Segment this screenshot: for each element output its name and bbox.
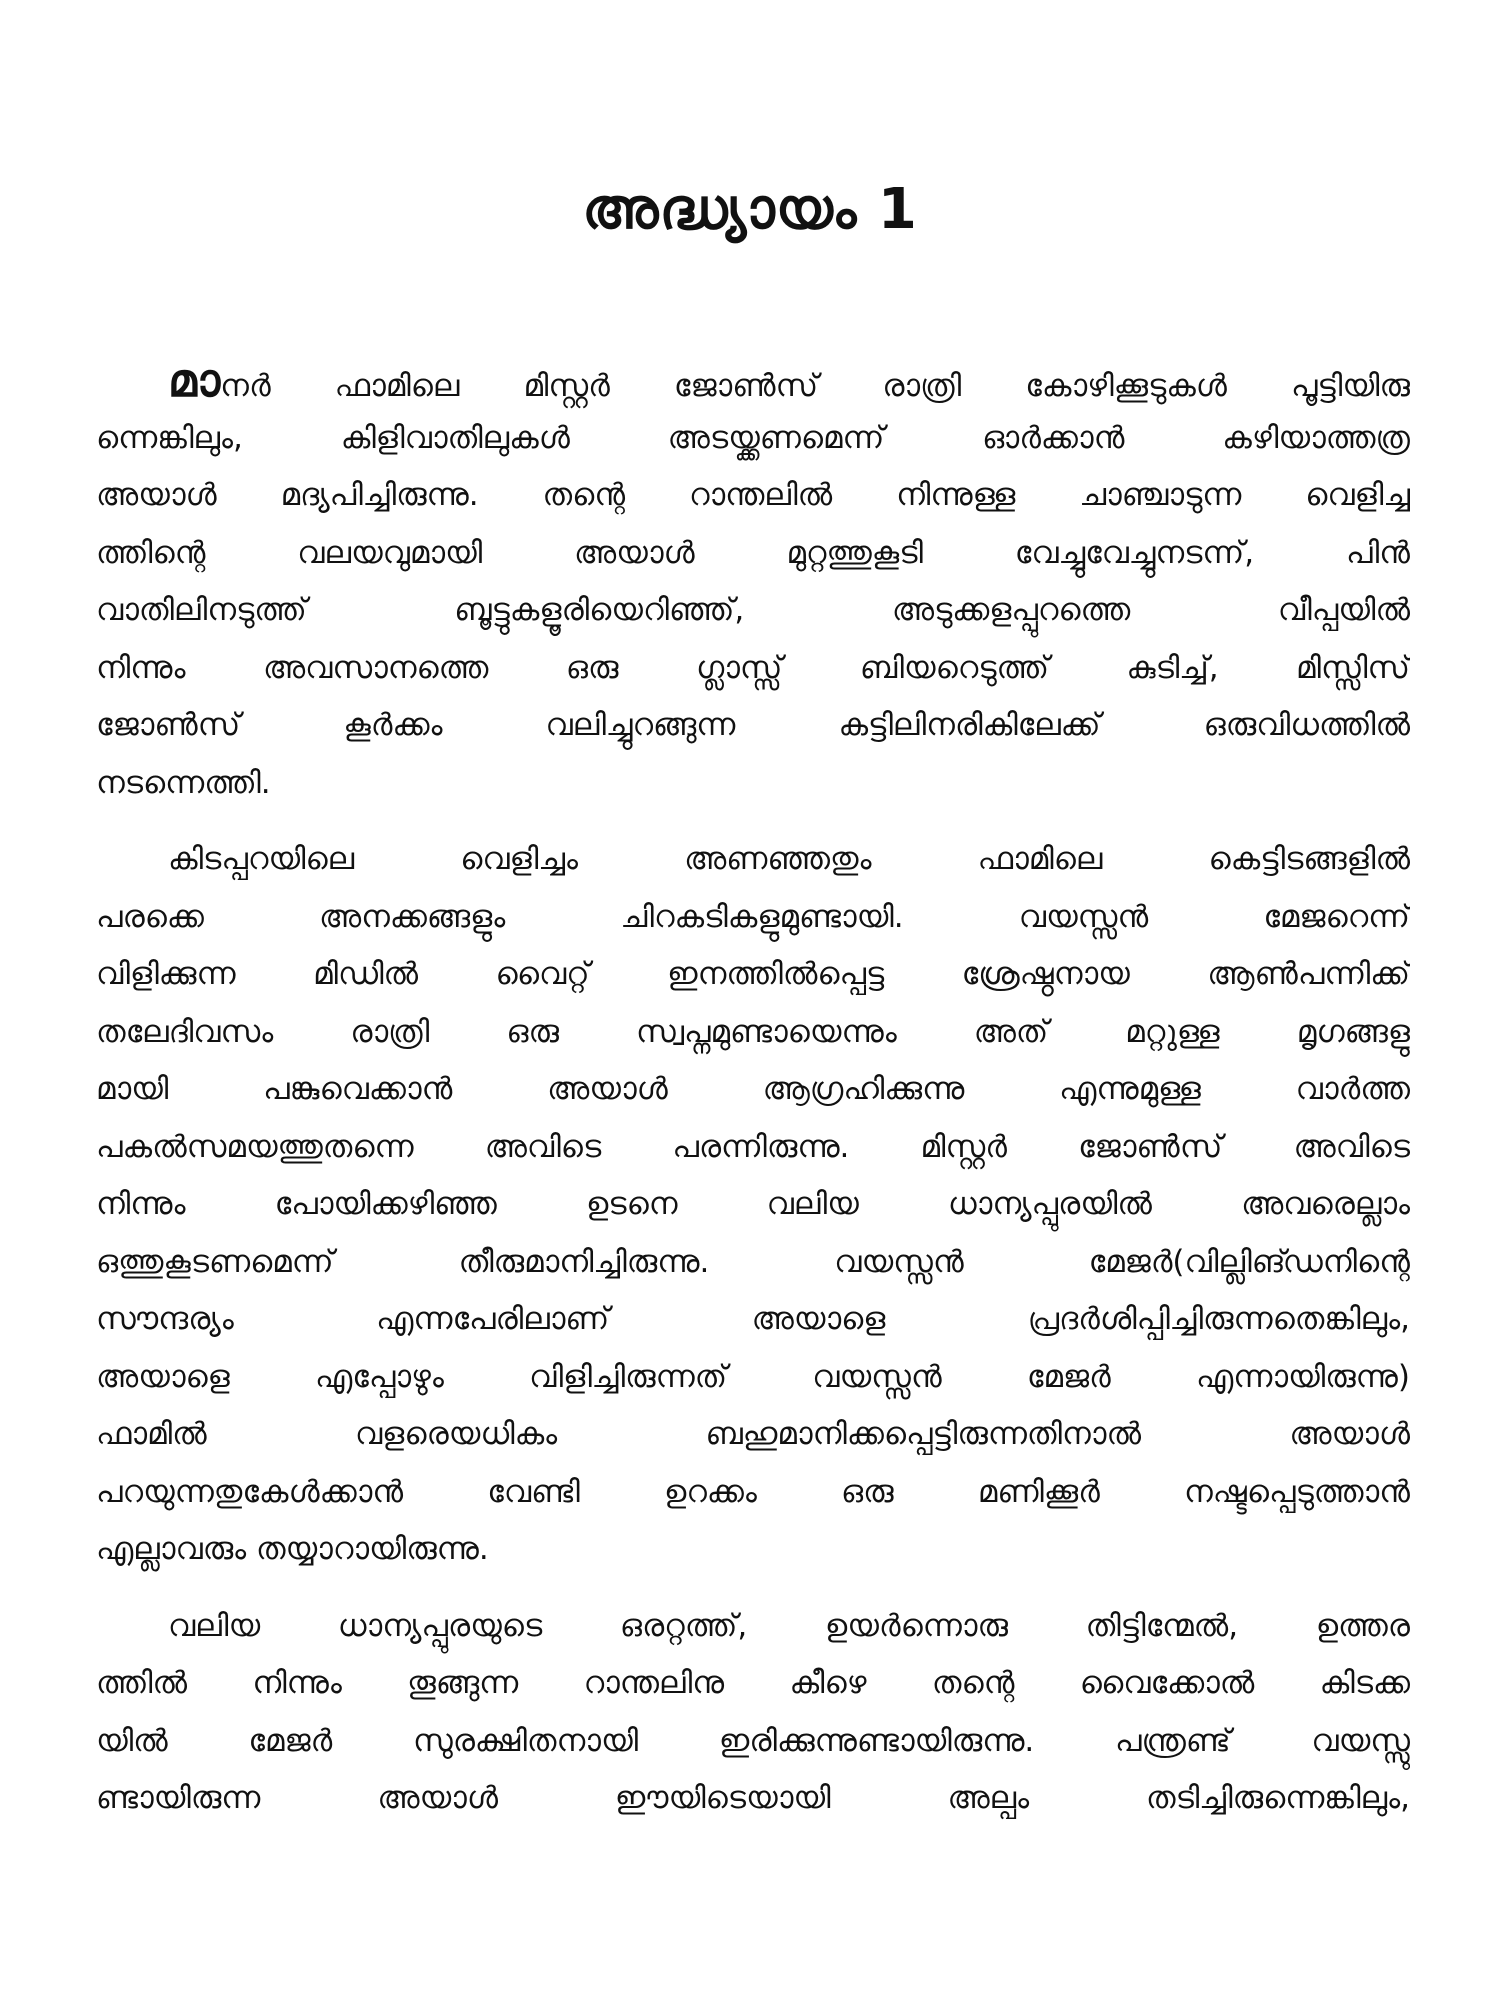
text-line: ന്നെങ്കിലും, കിളിവാതിലുകൾ അടയ്ക്കണമെന്ന് ഓർക്കാൻ കഴിയാത്തത്ര [96,419,1410,456]
text-line: മാനർ ഫാമിലെ മിസ്റ്റർ ജോൺസ് രാത്രി കോഴിക്കൂടുകൾ പൂട്ടിയിരു [168,353,1410,407]
chapter-body [96,352,1410,1828]
text-line: നടന്നെത്തി. [96,764,271,801]
text-line: മായി പങ്കുവെക്കാൻ അയാൾ ആഗ്രഹിക്കുന്നു എന്നുമുള്ള വാർത്ത [96,1071,1410,1107]
text-line: വാതിലിനടുത്ത് ബൂട്ടുകളൂരിയെറിഞ്ഞ്, അടുക്കളപ്പുറത്തെ വീപ്പയിൽ [96,592,1410,628]
text-line: അയാൾ മദ്യപിച്ചിരുന്നു. തന്റെ റാന്തലിൽ നിന്നുള്ള ചാഞ്ചാടുന്ന വെളിച്ച [96,477,1410,513]
text-line: അയാളെ എപ്പോഴും വിളിച്ചിരുന്നത് വയസ്സൻ മേജർ എന്നായിരുന്നു) [96,1358,1410,1395]
text-line: വലിയ ധാന്യപ്പുരയുടെ ഒരറ്റത്ത്, ഉയർന്നൊരു തിട്ടിന്മേൽ, ഉത്തര [168,1607,1410,1644]
text-line: സൗന്ദര്യം എന്നപേരിലാണ് അയാളെ പ്രദർശിപ്പിച്ചിരുന്നതെങ്കിലും, [96,1301,1410,1337]
text-line: വിളിക്കുന്ന മിഡിൽ വൈറ്റ് ഇനത്തിൽപ്പെട്ട ശ്രേഷ്ഠനായ ആൺപന്നിക്ക് [96,956,1410,992]
text-line: നിന്നും അവസാനത്തെ ഒരു ഗ്ലാസ്സ് ബിയറെടുത്ത് കുടിച്ച്, മിസ്സിസ് [96,649,1410,686]
text-line: ത്തിൽ നിന്നും തൂങ്ങുന്ന റാന്തലിനു കീഴെ തന്റെ വൈക്കോൽ കിടക്ക [96,1665,1410,1701]
text-line: പകൽസമയത്തുതന്നെ അവിടെ പരന്നിരുന്നു. മിസ്റ്റർ ജോൺസ് അവിടെ [96,1128,1410,1165]
text-line: ഫാമിൽ വളരെയധികം ബഹുമാനിക്കപ്പെട്ടിരുന്നതിനാൽ അയാൾ [96,1416,1410,1452]
text-line: എല്ലാവരും തയ്യാറായിരുന്നു. [96,1531,489,1567]
text-line: ജോൺസ് കൂർക്കം വലിച്ചുറങ്ങുന്ന കട്ടിലിനരികിലേക്ക് ഒരുവിധത്തിൽ [96,707,1410,743]
text-line: പരക്കെ അനക്കങ്ങളും ചിറകടികളുമുണ്ടായി. വയസ്സൻ മേജറെന്ന് [96,898,1410,935]
paragraph-2 [96,831,1410,1579]
text-line: പറയുന്നതുകേൾക്കാൻ വേണ്ടി ഉറക്കം ഒരു മണിക്കൂർ നഷ്ടപ്പെടുത്താൻ [96,1473,1410,1510]
text-line: യിൽ മേജർ സുരക്ഷിതനായി ഇരിക്കുന്നുണ്ടായിരുന്നു. പന്ത്രണ്ട് വയസ്സു [96,1722,1410,1759]
text-line: കിടപ്പറയിലെ വെളിച്ചം അണഞ്ഞതും ഫാമിലെ കെട്ടിടങ്ങളിൽ [168,841,1410,877]
text-line: നിന്നും പോയിക്കഴിഞ്ഞ ഉടനെ വലിയ ധാന്യപ്പുരയിൽ അവരെല്ലാം [96,1186,1410,1222]
text-line: ത്തിന്റെ വലയവുമായി അയാൾ മുറ്റത്തുകൂടി വേച്ചുവേച്ചുനടന്ന്, പിൻ [96,534,1410,571]
chapter-title: അദ്ധ്യായം 1 [582,177,918,242]
drop-cap: മാ [168,353,221,407]
text-line: ഒത്തുകൂടണമെന്ന് തീരുമാനിച്ചിരുന്നു. വയസ്സൻ മേജർ(വില്ലിങ്ഡനിന്റെ [96,1243,1410,1280]
text-line: ണ്ടായിരുന്ന അയാൾ ഈയിടെയായി അല്പം തടിച്ചിരുന്നെങ്കിലും, [96,1780,1410,1816]
text-line: തലേദിവസം രാത്രി ഒരു സ്വപ്നമുണ്ടായെന്നും അത് മറ്റുള്ള മൃഗങ്ങളു [96,1013,1410,1050]
paragraph-3 [96,1598,1410,1828]
paragraph-1 [96,352,1410,812]
